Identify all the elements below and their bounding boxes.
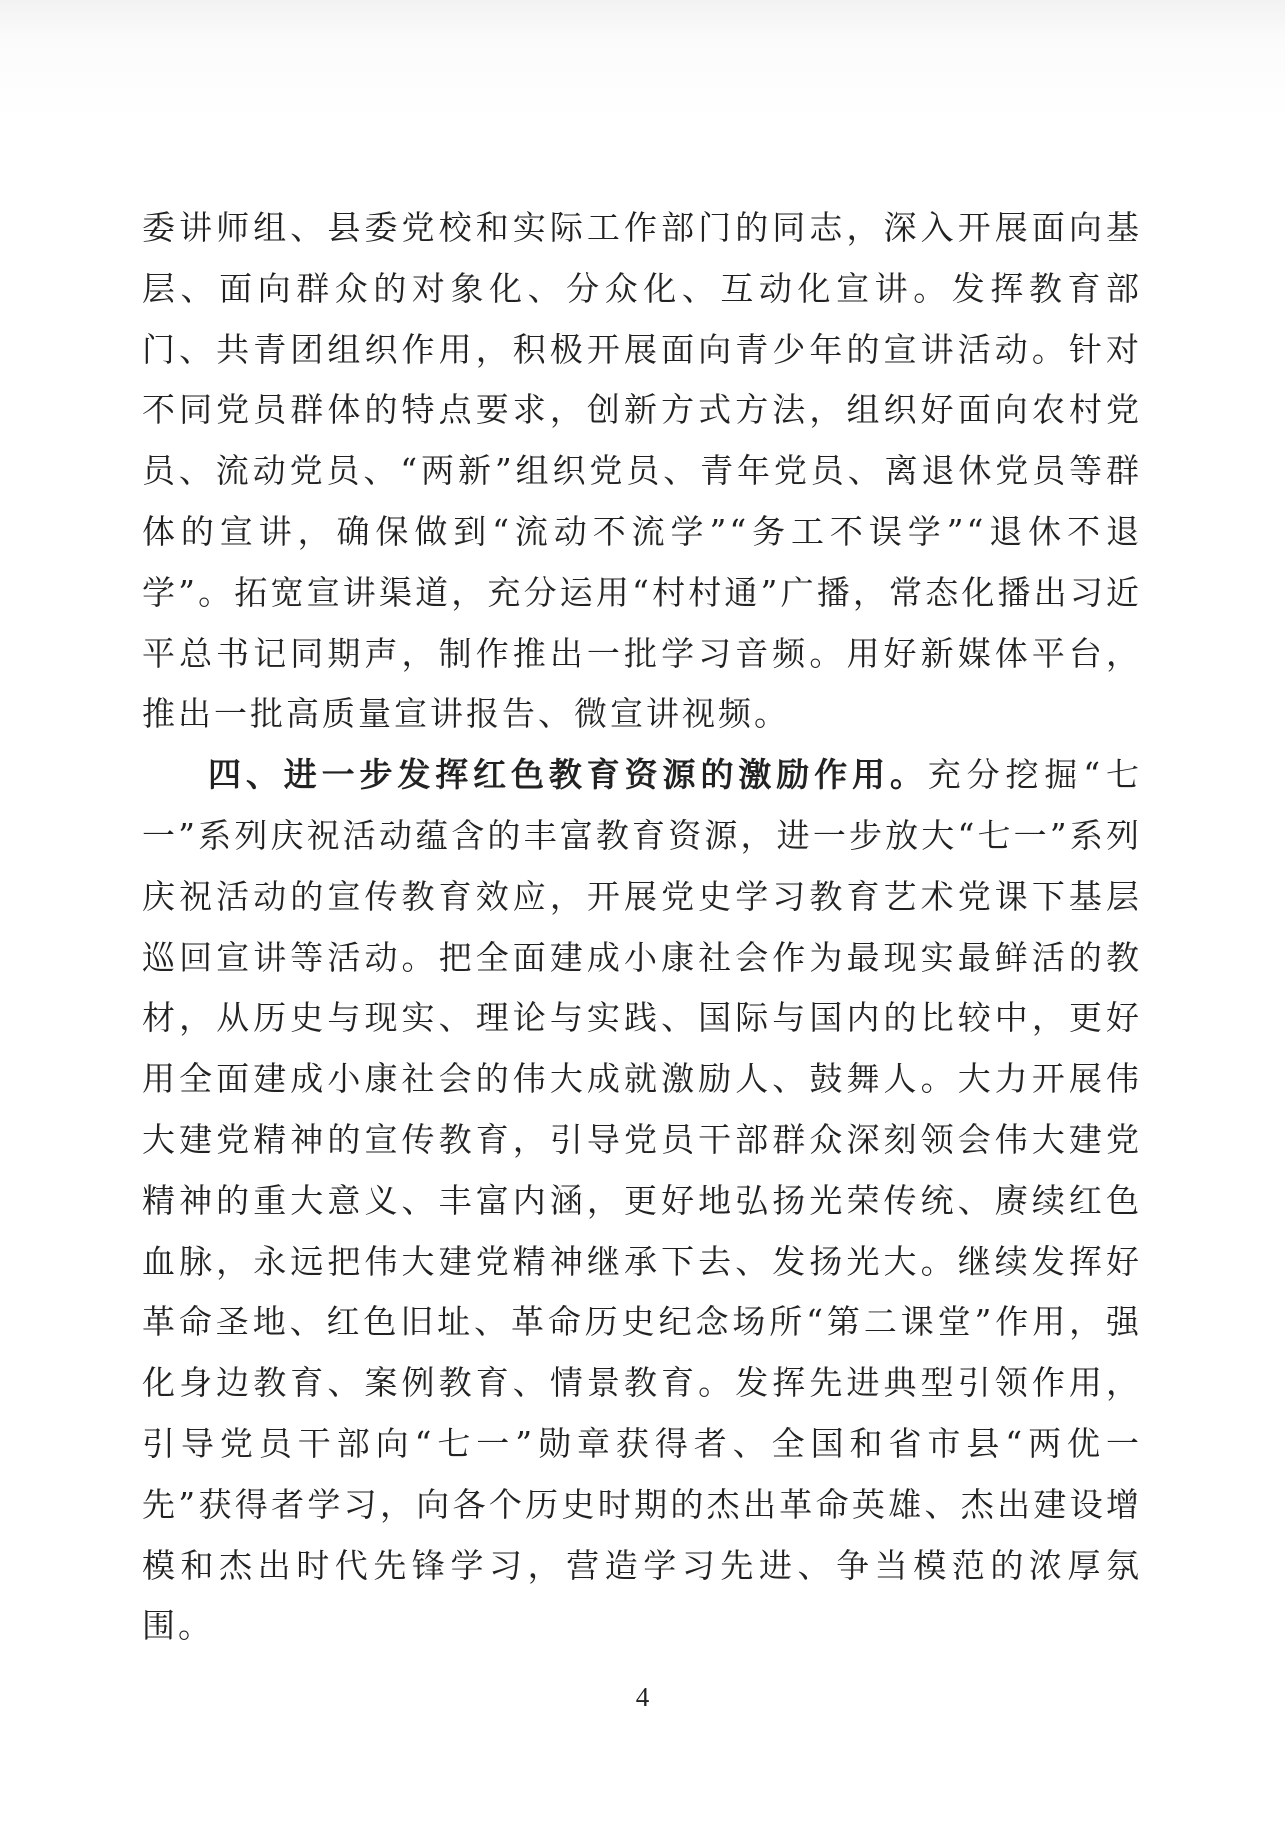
body-paragraph-2 [142, 745, 1142, 1657]
page-number: 4 [635, 1682, 650, 1712]
body-paragraph-1: 委讲师组、县委党校和实际工作部门的同志，深入开展面向基层、面向群众的对象化、分众化、互动化宣讲。发挥教育部门、共青团组织作用，积极开展面向青少年的宣讲活动。针对不同党员群体的特点要求，创新方式方法，组织好面向农村党员、流动党员、“两新”组织党员、青年党员、离退休党员等群体的宣讲，确保做到“流动不流学”“务工不误学”“退休不退学”。拓宽宣讲渠道，充分运用“村村通”广播，常态化播出习近平总书记同期声，制作推出一批学习音频。用好新媒体平台，推出一批高质量宣讲报告、微宣讲视频。 [142, 208, 1142, 734]
document-body [142, 198, 1142, 1657]
section-body-4: 充分挖掘“七一”系列庆祝活动蕴含的丰富教育资源，进一步放大“七一”系列庆祝活动的宣传教育效应，开展党史学习教育艺术党课下基层巡回宣讲等活动。把全面建成小康社会作为最现实最鲜活的教材，从历史与现实、理论与实践、国际与国内的比较中，更好用全面建成小康社会的伟大成就激励人、鼓舞人。大力开展伟大建党精神的宣传教育，引导党员干部群众深刻领会伟大建党精神的重大意义、丰富内涵，更好地弘扬光荣传统、赓续红色血脉，永远把伟大建党精神继承下去、发扬光大。继续发挥好革命圣地、红色旧址、革命历史纪念场所“第二课堂”作用，强化身边教育、案例教育、情景教育。发挥先进典型引领作用，引导党员干部向“七一”勋章获得者、全国和省市县“两优一先”获得者学习，向各个历史时期的杰出革命英雄、杰出建设增模和杰出时代先锋学习，营造学习先进、争当模范的浓厚氛围。 [142, 755, 1143, 1646]
section-heading-4: 四、进一步发挥红色教育资源的激励作用。 [208, 755, 928, 795]
